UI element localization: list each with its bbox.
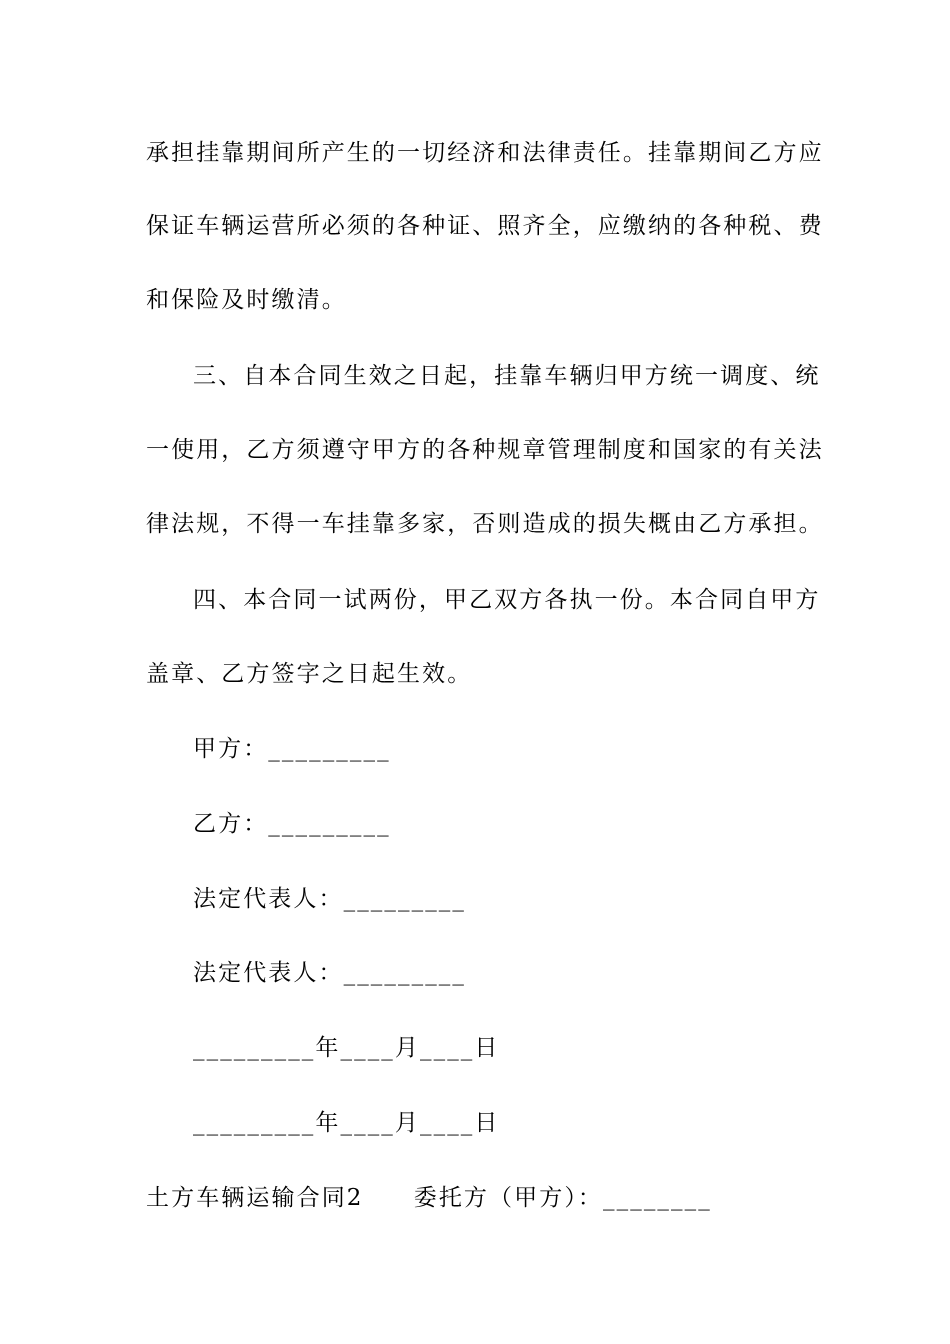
clause-3-line-3: 律法规，不得一车挂靠多家，否则造成的损失概由乙方承担。 [146,511,824,537]
date-line-2: _________年____月____日 [193,1110,500,1136]
legal-representative-line-2: 法定代表人：_________ [193,960,466,986]
clause-4-line-1: 四、本合同一试两份，甲乙双方各执一份。本合同自甲方 [193,587,821,613]
next-contract-heading: 土方车辆运输合同2 委托方（甲方）：________ [146,1185,712,1211]
clause-3-line-1: 三、自本合同生效之日起，挂靠车辆归甲方统一调度、统 [193,363,821,389]
party-a-signature-line: 甲方：_________ [193,736,391,762]
party-b-signature-line: 乙方：_________ [193,811,391,837]
date-line-1: _________年____月____日 [193,1035,500,1061]
paragraph-2-line-3: 和保险及时缴清。 [146,287,347,313]
paragraph-2-line-2: 保证车辆运营所必须的各种证、照齐全，应缴纳的各种税、费 [146,213,824,239]
legal-representative-line-1: 法定代表人：_________ [193,886,466,912]
paragraph-2-line-1: 承担挂靠期间所产生的一切经济和法律责任。挂靠期间乙方应 [146,140,824,166]
clause-3-line-2: 一使用，乙方须遵守甲方的各种规章管理制度和国家的有关法 [146,437,824,463]
clause-4-line-2: 盖章、乙方签字之日起生效。 [146,661,473,687]
